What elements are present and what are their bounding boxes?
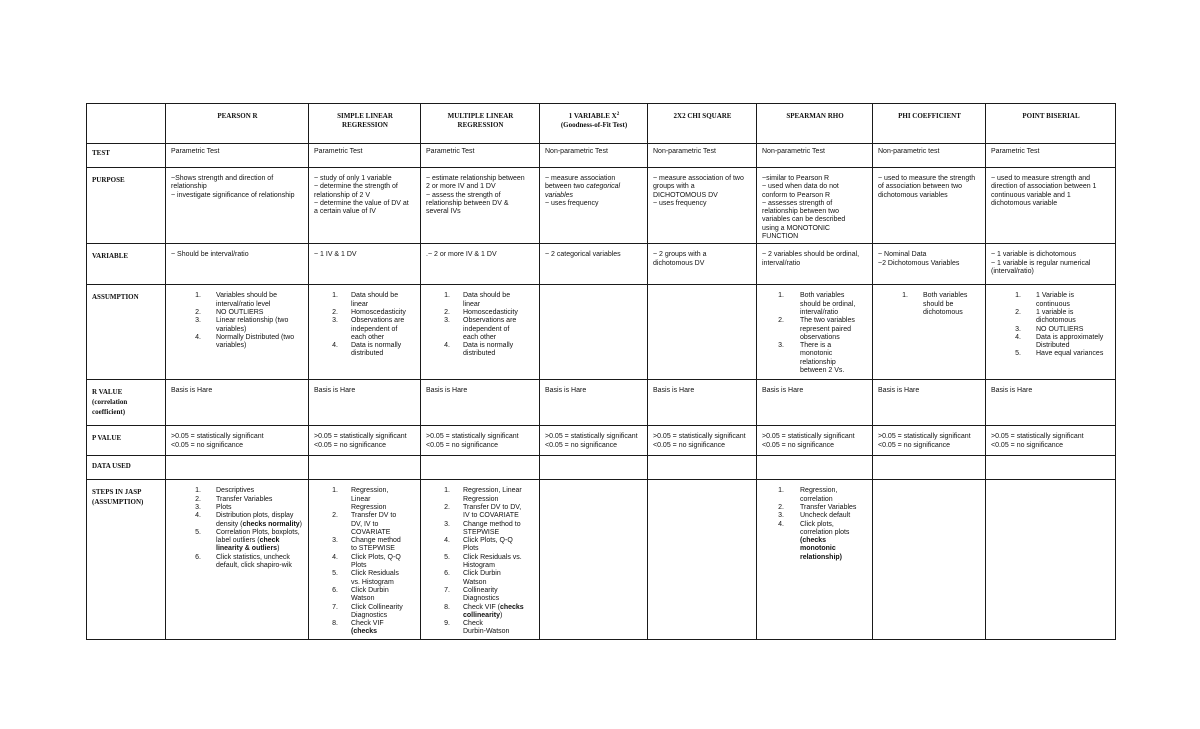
list-item: 4. Data is approximately Distributed: [1015, 333, 1104, 350]
assumption-cell-empty: [540, 285, 648, 380]
p-value-cell: >0.05 = statistically significant <0.05 = no significance: [540, 426, 648, 456]
list-item: 8. Check VIF (checks: [332, 620, 384, 636]
r-value-cell: Basis is Hare: [757, 380, 873, 426]
list-item: 6. Click statistics, uncheck default, click shapiro-wik: [195, 553, 292, 570]
list-item: 8. Check VIF (checks collinearity): [444, 603, 524, 619]
col-header-point-biserial: POINT BISERIAL: [986, 104, 1116, 144]
p-value-cell: >0.05 = statistically significant <0.05 = no significance: [986, 426, 1116, 456]
assumption-row: [87, 285, 1116, 380]
data-used-cell: [873, 456, 986, 480]
purpose-row: [87, 168, 1116, 244]
assumption-cell: [873, 285, 986, 380]
assumption-list: [426, 292, 535, 358]
list-item: 1. Both variables should be dichotomous: [902, 292, 968, 316]
list-item: 3. Observations are independent of each other: [332, 317, 405, 341]
list-item: 2. Homoscedasticity: [332, 308, 406, 316]
assumption-list: [991, 292, 1111, 358]
p-value-cell: >0.05 = statistically significant <0.05 = no significance: [873, 426, 986, 456]
test-cell: Parametric Test: [166, 144, 309, 168]
data-used-cell: [540, 456, 648, 480]
purpose-cell: ~similar to Pearson R ~ used when data do not conform to Pearson R ~ assesses strength of relationship between two variables can be described using a MONOTONIC FUNCTION: [757, 168, 873, 244]
variable-cell: ~ Should be interval/ratio: [166, 244, 309, 285]
row-label-p-value: P VALUE: [87, 426, 166, 456]
comparison-table-sheet: [86, 103, 1116, 640]
variable-cell: ~ 2 variables should be ordinal, interval/ratio: [757, 244, 873, 285]
assumption-cell: [166, 285, 309, 380]
row-label-data-used: DATA USED: [87, 456, 166, 480]
steps-cell-empty: [873, 480, 986, 640]
list-item: 7. Click Collinearity Diagnostics: [332, 603, 403, 619]
list-item: 3. NO OUTLIERS: [1015, 325, 1084, 333]
data-used-cell: [309, 456, 421, 480]
variable-cell: ~ Nominal Data ~2 Dichotomous Variables: [873, 244, 986, 285]
test-cell: Parametric Test: [421, 144, 540, 168]
purpose-cell: ~ measure association of two groups with a DICHOTOMOUS DV ~ uses frequency: [648, 168, 757, 244]
col-header-one-variable-chi-square: 1 VARIABLE $X^2$ (Goodness-of-Fit Test): [540, 104, 648, 144]
assumption-cell: [986, 285, 1116, 380]
r-value-cell: Basis is Hare: [309, 380, 421, 426]
list-item: 3. Linear relationship (two variables): [195, 317, 289, 333]
list-item: 4. Data is normally distributed: [444, 342, 514, 358]
list-item: 1. Regression, Linear Regression: [332, 487, 389, 511]
data-used-cell: [421, 456, 540, 480]
steps-cell-empty: [540, 480, 648, 640]
p-value-cell: >0.05 = statistically significant <0.05 = no significance: [309, 426, 421, 456]
list-item: 3. Plots: [195, 503, 232, 511]
list-item: 2. Transfer Variables: [778, 503, 857, 511]
steps-list: [762, 487, 868, 562]
test-cell: Non-parametric Test: [757, 144, 873, 168]
test-cell: Non-parametric Test: [648, 144, 757, 168]
assumption-list: [878, 292, 981, 317]
list-item: 3. Uncheck default: [778, 512, 851, 520]
p-value-row: [87, 426, 1116, 456]
list-item: 4. Distribution plots, display density (checks normality): [195, 512, 303, 528]
list-item: 3. There is a monotonic relationship between 2 Vs.: [778, 342, 845, 375]
test-cell: Non-parametric Test: [540, 144, 648, 168]
list-item: 2. The two variables represent paired observations: [778, 317, 855, 341]
assumption-list: [314, 292, 416, 358]
corner-cell: [87, 104, 166, 144]
col-header-multiple-linear-regression: MULTIPLE LINEAR REGRESSION: [421, 104, 540, 144]
r-value-cell: Basis is Hare: [166, 380, 309, 426]
purpose-cell: ~Shows strength and direction of relationship ~ investigate significance of relationship: [166, 168, 309, 244]
assumption-list: [762, 292, 868, 375]
data-used-row: [87, 456, 1116, 480]
test-cell: Parametric Test: [986, 144, 1116, 168]
data-used-cell: [986, 456, 1116, 480]
list-item: 1. Data should be linear: [332, 292, 399, 308]
col-header-pearson-r: PEARSON R: [166, 104, 309, 144]
assumption-list: [171, 292, 304, 350]
list-item: 4. Click Plots, Q-Q Plots: [332, 553, 401, 570]
steps-list: [171, 487, 304, 570]
assumption-cell: [421, 285, 540, 380]
steps-cell: [166, 480, 309, 640]
col-header-spearman-rho: SPEARMAN RHO: [757, 104, 873, 144]
list-item: 5. Click Residuals vs. Histogram: [332, 570, 399, 586]
assumption-cell-empty: [648, 285, 757, 380]
r-value-cell: Basis is Hare: [540, 380, 648, 426]
assumption-cell: [309, 285, 421, 380]
r-value-cell: Basis is Hare: [986, 380, 1116, 426]
list-item: 1. Descriptives: [195, 487, 255, 495]
variable-cell: .~ 2 or more IV & 1 DV: [421, 244, 540, 285]
purpose-cell: ~ study of only 1 variable ~ determine the strength of relationship of 2 V ~ determine the value of DV at a certain value of IV: [309, 168, 421, 244]
steps-cell: [309, 480, 421, 640]
data-used-cell: [166, 456, 309, 480]
list-item: 2. Transfer Variables: [195, 495, 273, 503]
p-value-cell: >0.05 = statistically significant <0.05 = no significance: [648, 426, 757, 456]
list-item: 1. 1 Variable is continuous: [1015, 292, 1075, 308]
list-item: 3. Change method to STEPWISE: [332, 537, 401, 553]
steps-cell: [421, 480, 540, 640]
list-item: 1. Data should be linear: [444, 292, 511, 308]
list-item: 4. Data is normally distributed: [332, 342, 402, 358]
variable-cell: ~ 1 IV & 1 DV: [309, 244, 421, 285]
purpose-cell: ~ used to measure strength and direction of association between 1 continuous variable and 1 dichotomous variable: [986, 168, 1116, 244]
col-header-simple-linear-regression: SIMPLE LINEAR REGRESSION: [309, 104, 421, 144]
list-item: 4. Click Plots, Q-Q Plots: [444, 537, 513, 553]
purpose-cell: ~ estimate relationship between 2 or more IV and 1 DV ~ assess the strength of relationship between DV & several IVs: [421, 168, 540, 244]
list-item: 2. 1 variable is dichotomous: [1015, 308, 1076, 325]
p-value-cell: >0.05 = statistically significant <0.05 = no significance: [757, 426, 873, 456]
list-item: 2. Transfer DV to DV, IV to COVARIATE: [444, 503, 522, 520]
p-value-cell: >0.05 = statistically significant <0.05 = no significance: [421, 426, 540, 456]
data-used-cell: [757, 456, 873, 480]
steps-list: [426, 487, 535, 636]
list-item: 1. Both variables should be ordinal, interval/ratio: [778, 292, 856, 316]
list-item: 5. Correlation Plots, boxplots, label outliers (check linearity & outliers): [195, 528, 300, 553]
purpose-cell: ~ used to measure the strength of association between two dichotomous variables: [873, 168, 986, 244]
variable-row: [87, 244, 1116, 285]
variable-cell: ~ 1 variable is dichotomous ~ 1 variable is regular numerical (interval/ratio): [986, 244, 1116, 285]
r-value-cell: Basis is Hare: [873, 380, 986, 426]
list-item: 2. NO OUTLIERS: [195, 308, 264, 316]
steps-cell-empty: [986, 480, 1116, 640]
steps-cell: [757, 480, 873, 640]
row-label-purpose: PURPOSE: [87, 168, 166, 244]
r-value-row: [87, 380, 1116, 426]
list-item: 6. Click Durbin Watson: [444, 570, 501, 586]
test-cell: Parametric Test: [309, 144, 421, 168]
row-label-variable: VARIABLE: [87, 244, 166, 285]
r-value-cell: Basis is Hare: [421, 380, 540, 426]
steps-list: [314, 487, 416, 636]
list-item: 1. Regression, Linear Regression: [444, 487, 522, 503]
steps-row: [87, 480, 1116, 640]
list-item: 3. Change method to STEPWISE: [444, 520, 521, 536]
col-header-2x2-chi-square: 2X2 CHI SQUARE: [648, 104, 757, 144]
list-item: 1. Regression, correlation: [778, 487, 838, 503]
list-item: 2. Homoscedasticity: [444, 308, 518, 316]
col-header-phi-coefficient: PHI COEFFICIENT: [873, 104, 986, 144]
row-label-assumption: ASSUMPTION: [87, 285, 166, 380]
test-row: [87, 144, 1116, 168]
list-item: 7. Collinearity Diagnostics: [444, 586, 500, 603]
p-value-cell: >0.05 = statistically significant <0.05 = no significance: [166, 426, 309, 456]
list-item: 4. Normally Distributed (two variables): [195, 333, 295, 350]
data-used-cell: [648, 456, 757, 480]
variable-cell: ~ 2 groups with a dichotomous DV: [648, 244, 757, 285]
r-value-cell: Basis is Hare: [648, 380, 757, 426]
row-label-steps: STEPS IN JASP (ASSUMPTION): [87, 480, 166, 640]
assumption-cell: [757, 285, 873, 380]
list-item: 5. Have equal variances: [1015, 350, 1104, 358]
list-item: 3. Observations are independent of each other: [444, 317, 517, 341]
purpose-cell: ~ measure association between two categorical variables ~ uses frequency: [540, 168, 648, 244]
list-item: 2. Transfer DV to DV, IV to COVARIATE: [332, 512, 397, 536]
list-item: 9. Check Durbin-Watson: [444, 620, 510, 636]
statistics-comparison-table: [86, 103, 1116, 640]
list-item: 6. Click Durbin Watson: [332, 586, 389, 603]
row-label-test: TEST: [87, 144, 166, 168]
steps-cell-empty: [648, 480, 757, 640]
list-item: 5. Click Residuals vs. Histogram: [444, 553, 522, 570]
list-item: 1. Variables should be interval/ratio level: [195, 292, 277, 308]
list-item: 4. Click plots, correlation plots (checks monotonic relationship): [778, 520, 850, 561]
row-label-r-value: R VALUE (correlation coefficient): [87, 380, 166, 426]
test-cell: Non-parametric test: [873, 144, 986, 168]
variable-cell: ~ 2 categorical variables: [540, 244, 648, 285]
header-row: [87, 104, 1116, 144]
